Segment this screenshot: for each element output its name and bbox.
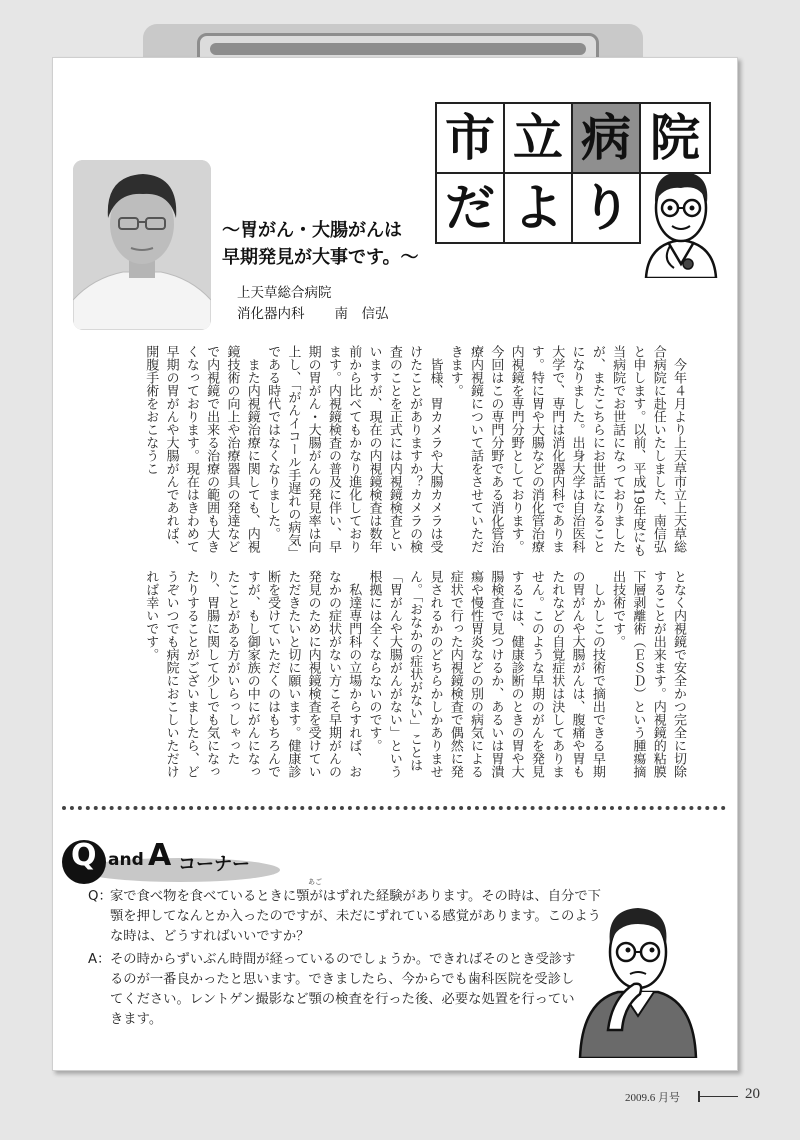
subtitle-line-1: ～胃がん・大腸がんは — [222, 220, 402, 241]
thinking-man-illustration — [578, 898, 698, 1058]
masthead-char-2: 立 — [503, 102, 573, 174]
body-paragraph: 今年４月より上天草市立上天草総合病院に赴任いたしました、南信弘と申します。以前、平成19年度にも当病院でお世話になっておりましたが、またこちらにお世話になることになりました。出身大学は自治医科大学で、専門は消化器内科であります。特に胃や大腸などの消化管治療内視鏡を専門分野としております。今回はこの専門分野である消化管治療内視鏡について話をさせていただきます。 — [447, 345, 686, 557]
body-paragraph: また内視鏡治療に関しても、内視鏡技術の向上や治療器具の発達などで内視鏡で出来る治療の範囲も大きくなっております。現在はきわめて早期の胃がんや大腸がんであれば、開腹手術をおこなうこ — [143, 345, 260, 553]
qa-logo-and: and — [108, 850, 144, 870]
question-text: 家で食べ物を食べているときに顎がはずれた経験があります。その時は、自分で下顎を押してなんとか入ったのですが、未だにずれている感覚があります。このような時は、どうすればいいですか？ — [110, 889, 601, 944]
question-label: Q： — [88, 889, 112, 904]
doctor-cartoon-illustration — [640, 160, 722, 278]
answer-text: その時からずいぶん時間が経っているのでしょうか。できればそのとき受診するのが一番良かったと思います。できましたら、今からでも歯科医院を受診してください。レントゲン撮影など顎の検査を行った後、必要な処置を行っていきます。 — [110, 952, 576, 1027]
masthead-char-6: よ — [503, 172, 573, 244]
body-paragraph: しかしこの技術で摘出できる早期の胃がんや大腸がんは、腹痛や胃もたれなどの自覚症状は決してありません。このような早期のがんを発見するには、健康診断のときの胃や大腸検査で見つけるか、あるいは胃潰瘍や慢性胃炎などの別の病気による症状で行った内視鏡検査で偶然に発見されるかのどちらかしかありません。「おなかの症状がない」ことは「胃がんや大腸がんがない」という根拠には全くならないのです。 — [366, 570, 605, 778]
author-department: 消化器内科 — [237, 306, 305, 322]
body-paragraph: 皆様、胃カメラや大腸カメラは受けたことがありますか？カメラの検査のことを正式には内視鏡検査といいますが、現在の内視鏡検査は数年前から比べてもかなり進化しております。内視鏡検査の普及に伴い、早期の胃がん・大腸がんの発見率は向上し、「がんイコール手遅れの病気」である時代ではなくなりました。 — [265, 345, 443, 560]
qa-logo-a: A — [148, 838, 172, 873]
masthead-char-7: り — [571, 172, 641, 244]
body-paragraph: 私達専門科の立場からすれば、おなかの症状がない方こそ早期がんの発見のために内視鏡検査を受けていただきたいと切に願います。健康診断を受けていただくのはもちろんですが、もし御家族の中にがんになったことがある方がいらっしゃったり、胃腸に関して少しでも気になったりすることがございましたら、どうぞいつでも病院におこしいただければ幸いです。 — [143, 570, 362, 778]
page-number: 20 — [745, 1086, 760, 1102]
masthead-char-4: 院 — [639, 102, 711, 174]
issue-date: 2009.6 月号 — [625, 1092, 680, 1104]
answer-label: A： — [88, 952, 111, 967]
doctor-photo — [73, 160, 211, 330]
footer-rule — [700, 1096, 738, 1097]
article-body-lower — [107, 570, 688, 787]
article-subtitle — [222, 217, 432, 271]
masthead-char-5: だ — [435, 172, 505, 244]
masthead-char-3: 病 — [571, 102, 641, 174]
author-hospital: 上天草総合病院 — [237, 285, 332, 301]
article-body-upper — [92, 345, 688, 562]
body-paragraph: となく内視鏡で安全かつ完全に切除することが出来ます。内視鏡的粘膜下層剥離術（ＥＳＤ）という腫瘍摘出技術です。 — [610, 570, 686, 778]
qa-logo-corner: コーナー — [178, 854, 250, 875]
qa-logo-q: Q — [71, 838, 97, 873]
qa-question — [88, 887, 608, 947]
qa-corner-logo — [60, 836, 290, 890]
section-divider — [62, 806, 726, 810]
qa-answer — [88, 950, 578, 1030]
subtitle-line-2: 早期発見が大事です。～ — [222, 247, 419, 268]
author-block — [237, 283, 389, 325]
question-ruby: あご — [308, 878, 322, 886]
masthead-char-1: 市 — [435, 102, 505, 174]
author-name: 南 信弘 — [334, 306, 389, 322]
